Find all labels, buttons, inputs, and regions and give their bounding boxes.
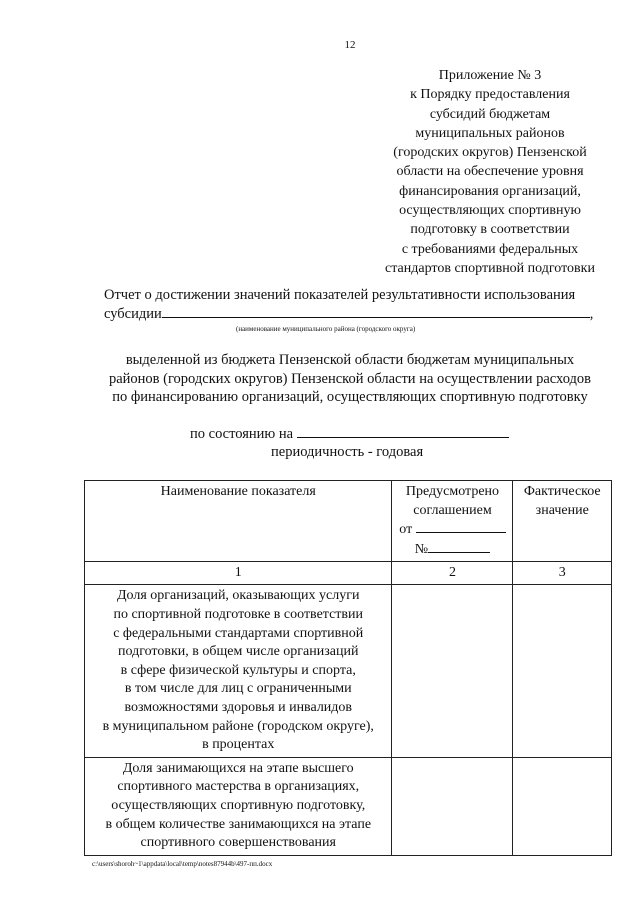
appendix-line: стандартов спортивной подготовки	[385, 260, 595, 276]
column-number-row	[85, 562, 612, 585]
appendix-line: области на обеспечение уровня	[396, 164, 584, 180]
allocated-text	[60, 351, 640, 407]
allocated-line: выделенной из бюджета Пензенской области бюджетам муниципальных	[125, 352, 575, 368]
indicator-name: Доля занимающихся на этапе высшего спортивного мастерства в организациях, осуществляющих спортивную подготовку, в общем количестве занимающихся на этапе спортивного совершенствования	[85, 757, 392, 855]
appendix-line: финансирования организаций,	[399, 183, 581, 199]
agreement-date-blank[interactable]	[416, 520, 506, 533]
header-actual-line: значение	[535, 502, 589, 518]
footer-file-path: c:\users\shoroh~1\appdata\local\temp\notes87944b\497-пп.docx	[92, 860, 273, 868]
planned-value-cell[interactable]	[392, 585, 513, 757]
as-of-row	[190, 425, 509, 443]
indicator-name: Доля организаций, оказывающих услуги по спортивной подготовке в соответствии с федеральными стандартами спортивной подготовки, в общем числе организаций в сфере физической культуры и спорта, в том числе для лиц с ограниченными возможностями здоровья и инвалидов в муниципальном районе (городском округе), в процентах	[85, 585, 392, 757]
as-of-label: по состоянию на	[190, 426, 294, 442]
header-actual-line: Фактическое	[523, 484, 601, 499]
table-row	[85, 585, 612, 757]
allocated-line: по финансированию организаций, осуществляющих спортивную подготовку	[112, 389, 588, 405]
page-number: 12	[344, 39, 356, 51]
agreement-date	[394, 520, 510, 540]
table-row	[85, 757, 612, 855]
column-number: 2	[392, 562, 513, 585]
appendix-line: муниципальных районов	[415, 125, 565, 141]
appendix-line: к Порядку предоставления	[410, 87, 570, 103]
allocated-line: районов (городских округов) Пензенской области на осуществлении расходов	[108, 370, 592, 387]
header-planned-line: Предусмотрено	[405, 484, 500, 499]
appendix-line: с требованиями федеральных	[401, 241, 579, 257]
agreement-date-prefix: от	[399, 522, 413, 538]
subsidy-label: субсидии	[104, 306, 162, 322]
indicators-table	[84, 480, 612, 856]
header-actual	[513, 481, 612, 562]
appendix-line: подготовку в соответствии	[410, 222, 570, 238]
appendix-block	[365, 66, 615, 278]
header-planned-line: соглашением	[413, 502, 492, 518]
subsidy-blank-field[interactable]	[162, 305, 590, 318]
header-indicator: Наименование показателя	[85, 481, 392, 562]
appendix-line: Приложение № 3	[438, 68, 542, 83]
agreement-number-prefix: №	[414, 541, 429, 557]
subsidy-trailing: ,	[589, 306, 594, 322]
subsidy-row	[104, 305, 593, 323]
appendix-line: (городских округов) Пензенской	[393, 145, 587, 161]
planned-value-cell[interactable]	[392, 757, 513, 855]
column-number: 1	[85, 562, 392, 585]
as-of-blank-field[interactable]	[297, 425, 509, 438]
appendix-line: осуществляющих спортивную	[399, 203, 581, 219]
periodicity: периодичность - годовая	[271, 444, 424, 460]
subsidy-hint: (наименование муниципального района (городского округа)	[236, 325, 416, 333]
appendix-line: субсидий бюджетам	[429, 106, 551, 122]
table-header-row	[85, 481, 612, 562]
header-planned	[392, 481, 513, 562]
actual-value-cell[interactable]	[513, 757, 612, 855]
column-number: 3	[513, 562, 612, 585]
agreement-number	[394, 540, 510, 560]
actual-value-cell[interactable]	[513, 585, 612, 757]
report-title: Отчет о достижении значений показателей результативности использования	[104, 287, 576, 303]
agreement-number-blank[interactable]	[428, 540, 490, 553]
